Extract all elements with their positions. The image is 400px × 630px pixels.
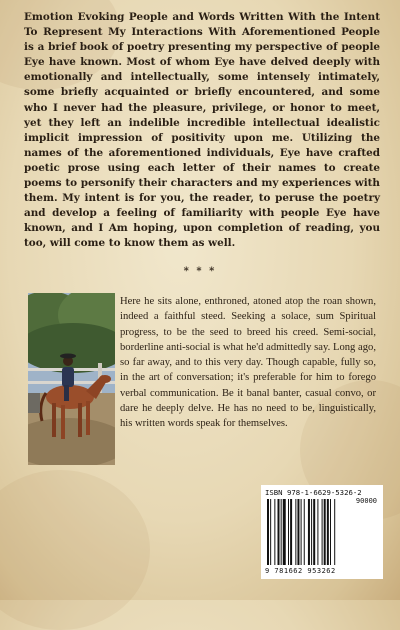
barcode-bar xyxy=(295,499,296,565)
section-separator: * * * xyxy=(183,266,217,277)
price-code: 90000 xyxy=(355,497,377,505)
author-bio: Here he sits alone, enthroned, atoned atop the roan shown, indeed a faithful steed. Seeking a solace, sum Spiritual progress, to be the seed to breed his creed. Semi-social, borderline anti-social is what he'd admittedly say. Long ago, so far away, and to this very day. Though capable, fully so, in the art of conversation; it's preferable for him to forego verbal communication. Be it banal banter, casual convo, or dare he deeply delve. He has no need to be, linguistically, his written words speak for themselves. xyxy=(120,296,376,430)
barcode-bars xyxy=(267,499,357,565)
author-on-horse-illustration xyxy=(28,293,115,465)
barcode-bar xyxy=(283,499,286,565)
barcode-bar xyxy=(334,499,335,565)
barcode-bar xyxy=(297,499,299,565)
barcode-bar xyxy=(327,499,329,565)
barcode-bar xyxy=(304,499,305,565)
book-description: Emotion Evoking People and Words Written With the Intent To Represent My Interactions With Aforementioned People is a brief book of poetry presenting my perspective of people Eye have known. Most of whom Eye have delved deeply with emotionally and intellectually, some intensely intimately, some briefly acquainted or briefly encountered, and some who I never had the pleasure, privilege, or honor to meet, yet they left an indelible incredible intellectual idealistic implicit impression of positivity upon me. Utilizing the names of the aforementioned individuals, Eye have crafted poetic prose using each letter of their names to create poems to personify their characters and my experiences with them. My intent is for you, the reader, to peruse the poetry and develop a feeling of familiarity with people Eye have known, and I Am hoping, upon completion of reading, you too, will come to know them as well. xyxy=(24,11,380,250)
barcode-bar xyxy=(301,499,302,565)
barcode-bar xyxy=(290,499,292,565)
barcode-bar xyxy=(330,499,331,565)
barcode-bar xyxy=(267,499,269,565)
barcode-bar xyxy=(311,499,312,565)
isbn-barcode xyxy=(261,485,383,579)
barcode-bar xyxy=(281,499,282,565)
isbn-label: ISBN 978-1-6629-5326-2 xyxy=(265,488,362,497)
barcode-number: 9 781662 953262 xyxy=(265,567,336,575)
barcode-bar xyxy=(324,499,326,565)
barcode-bar xyxy=(313,499,315,565)
author-photo xyxy=(28,293,115,465)
barcode-bar xyxy=(317,499,318,565)
barcode-bar xyxy=(308,499,310,565)
barcode-bar xyxy=(288,499,289,565)
barcode-bar xyxy=(270,499,271,565)
barcode-bar xyxy=(322,499,323,565)
paper-stain xyxy=(0,470,150,630)
barcode-bar xyxy=(274,499,275,565)
barcode-bar xyxy=(278,499,280,565)
